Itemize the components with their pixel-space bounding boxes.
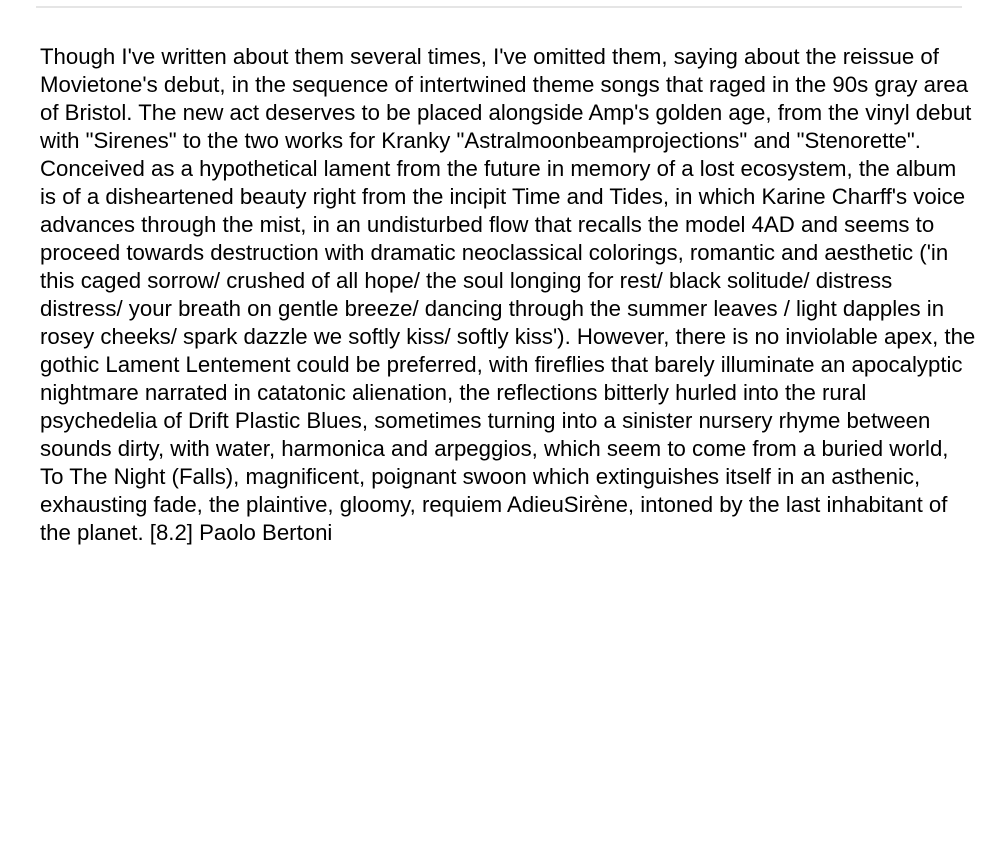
review-body-text: Though I've written about them several times, I've omitted them, saying about the reissue of Movietone's debut, in the sequence of intertwined theme songs that raged in the 90s gray area of Bristol. The new act deserves to be placed alongside Amp's golden age, from the vinyl debut with "Sirenes" to the two works for Kranky "Astralmoonbeamprojections" and "Stenorette". Conceived as a hypothetical lament from the future in memory of a lost ecosystem, the album is of a disheartened beauty right from the incipit Time and Tides, in which Karine Charff's voice advances through the mist, in an undisturbed flow that recalls the model 4AD and seems to proceed towards destruction with dramatic neoclassical colorings, romantic and aesthetic ('in this caged sorrow/ crushed of all hope/ the soul longing for rest/ black solitude/ distress distress/ your breath on gentle breeze/ dancing through the summer leaves / light dapples in rosey cheeks/ spark dazzle we softly kiss/ softly kiss'). However, there is no inviolable apex, the gothic Lament Lentement could be preferred, with fireflies that barely illuminate an apocalyptic nightmare narrated in catatonic alienation, the reflections bitterly hurled into the rural psychedelia of Drift Plastic Blues, sometimes turning into a sinister nursery rhyme between sounds dirty, with water, harmonica and arpeggios, which seem to come from a buried world, To The Night (Falls), magnificent, poignant swoon which extinguishes itself in an asthenic, exhausting fade, the plaintive, gloomy, requiem AdieuSirène, intoned by the last inhabitant of the planet. [8.2] Paolo Bertoni xyxy=(40,44,976,545)
top-divider xyxy=(36,6,962,8)
